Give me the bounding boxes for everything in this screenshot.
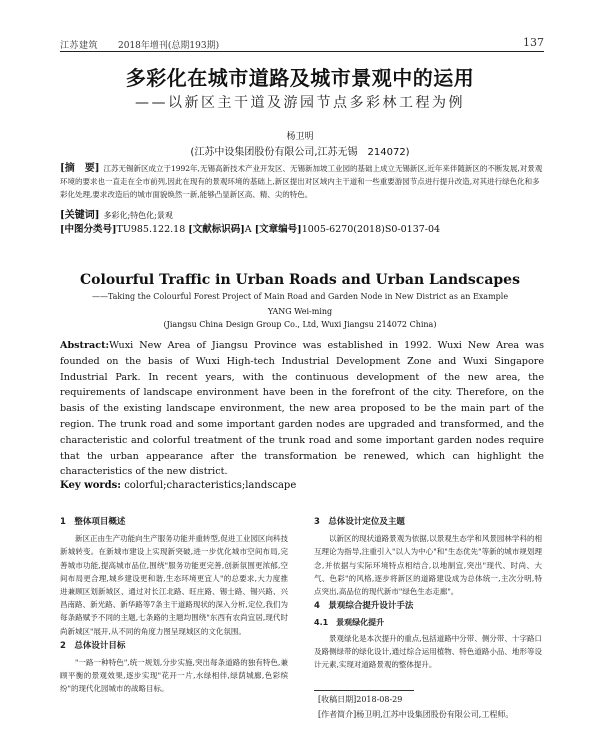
issue-info: 2018年增刊(总期193期) (118, 41, 220, 51)
keywords-cn-label: [关键词] (60, 210, 100, 221)
abstract-en-label: Abstract: (60, 340, 110, 351)
section-1-paragraph: 新区正由生产功能向生产服务功能并重转型,促进工业园区向科技新城转变。在新城市建设上实现新突破,进一步优化城市空间布局,完善城市功能,提高城市品位,围绕"服务功能更完善,创新氛围更浓郁,空间布局更合理,城乡建设更和谐,生态环境更宜人"的总要求,大力度推进兼顾区划新城区、通过对长江北路、旺庄路、锡士路、锡兴路、兴昌南路、新光路、新华路等7条主干道路现状的深入分析,定位,我们为每条路赋予不同的主题,七条路的主题均围绕"东西有农尚宜居,现代时尚新城区"展开,从不同的角度力图呈现城区的文化氛围。 (60, 534, 288, 636)
body-column-right (314, 514, 542, 672)
keywords-en-label: Key words: (60, 480, 121, 491)
page-number: 137 (523, 36, 544, 49)
doc-code-value: A (244, 224, 252, 235)
doc-code-label: [文献标识码] (188, 224, 245, 235)
author-en: YANG Wei-ming (267, 307, 333, 316)
abstract-en-text: Wuxi New Area of Jiangsu Province was established in 1992. Wuxi New Area was founded on the basis of Wuxi High-tech Industrial Development Zone and Wuxi Singapore Industrial Park. In recent years, with the continuous development of the new area, the requirements of landscape environment have been in the forefront of the city. Therefore, on the basis of the existing landscape environment, the new area proposed to be the main part of the region. The trunk road and some important garden nodes are upgraded and transformed, and the characteristic and colorful treatment of the trunk road and some important garden nodes require that the urban appearance after the transformation be renewed, which can highlight the characteristics of the new district. (60, 340, 544, 478)
running-head (60, 36, 544, 52)
section-1-heading: 1 整体项目概述 (60, 517, 126, 527)
footnote-divider (314, 690, 414, 691)
keywords-en-text: colorful;characteristics;landscape (124, 480, 297, 491)
paper-subtitle-cn: ——以新区主干道及游园节点多彩林工程为例 (135, 95, 465, 111)
abstract-cn-label: [摘 要] (60, 163, 100, 174)
article-number-value: 1005-6270(2018)S0-0137-04 (301, 224, 441, 235)
section-2-paragraph: "一路一种特色",统一规划,分步实施,突出每条道路的独有特色,兼顾平衡的景观效果,逐步实现"花开一片,水绿相伴,绿荫城廊,色彩缤纷"的现代化园城市的战略目标。 (60, 658, 288, 694)
section-2-heading: 2 总体设计目标 (60, 640, 126, 651)
body-column-left (60, 514, 288, 697)
footnote-received-date: [收稿日期]2018-08-29 (318, 695, 403, 704)
article-number-label: [文章编号] (254, 224, 302, 235)
paper-title-en: Colourful Traffic in Urban Roads and Urban Landscapes (80, 272, 520, 288)
keywords-cn-text: 多彩化;特色化;景观 (103, 211, 173, 220)
section-4-1-paragraph: 景观绿化是本次提升的重点,包括道路中分带、侧分带、十字路口及路侧绿带的绿化设计,通过综合运用植物、特色道路小品、地形等设计元素,实现对道路景观的整体提升。 (314, 633, 542, 670)
keywords-cn (60, 206, 544, 221)
abstract-en (60, 338, 544, 480)
header-divider (60, 51, 544, 52)
clc-label: [中图分类号] (60, 224, 117, 235)
footnote-author-note: [作者简介]杨卫明,江苏中设集团股份有限公司,工程师。 (318, 710, 514, 719)
clc-value: TU985.122.18 (116, 224, 186, 235)
classification-line (60, 221, 544, 235)
affiliation-en: (Jiangsu China Design Group Co., Ltd, Wuxi Jiangsu 214072 China) (163, 320, 437, 329)
keywords-en (60, 480, 544, 491)
abstract-cn (60, 162, 544, 201)
paper-title-cn: 多彩化在城市道路及城市景观中的运用 (125, 66, 475, 90)
section-3-heading: 3 总体设计定位及主题 (314, 517, 405, 527)
section-4-heading: 4 景观综合提升设计手法 (314, 601, 414, 612)
affiliation-cn: (江苏中设集团股份有限公司,江苏无锡 214072) (190, 147, 410, 158)
section-4-1-heading: 4.1 景观绿化提升 (314, 618, 385, 628)
paper-subtitle-en: ——Taking the Colourful Forest Project of Main Road and Garden Node in New District as an Example (91, 292, 509, 301)
section-3-paragraph: 以新区的现状道路景观为依据,以景观生态学和风景园林学科的相互理论为指导,注重引入"以人为中心"和"生态优先"等新的城市规划理念,并依据与实际环境特点相结合,以地制宜,突出"现代、时尚、大气、色彩"的风格,逐步将新区的道路建设成为总体统一,主次分明,特点突出,高品位的现代新市"绿色生态走廊"。 (314, 534, 542, 597)
author-cn: 杨卫明 (286, 132, 314, 142)
journal-name: 江苏建筑 (60, 41, 99, 51)
abstract-cn-text: 江苏无锡新区成立于1992年,无锡高新技术产业开发区、无锡新加坡工业园的基础上成立无锡新区,近年来伴随新区的不断发展,对景观环境的要求也一直走在全市前列,因此在现有的景观环境的基础上,新区提出对区域内主干道和一些重要游园节点进行提升改造,对其进行绿色化和多彩化处理,要求改造后的城市面貌焕然一新,能够凸显新区高、精、尖的特色。 (60, 164, 543, 199)
